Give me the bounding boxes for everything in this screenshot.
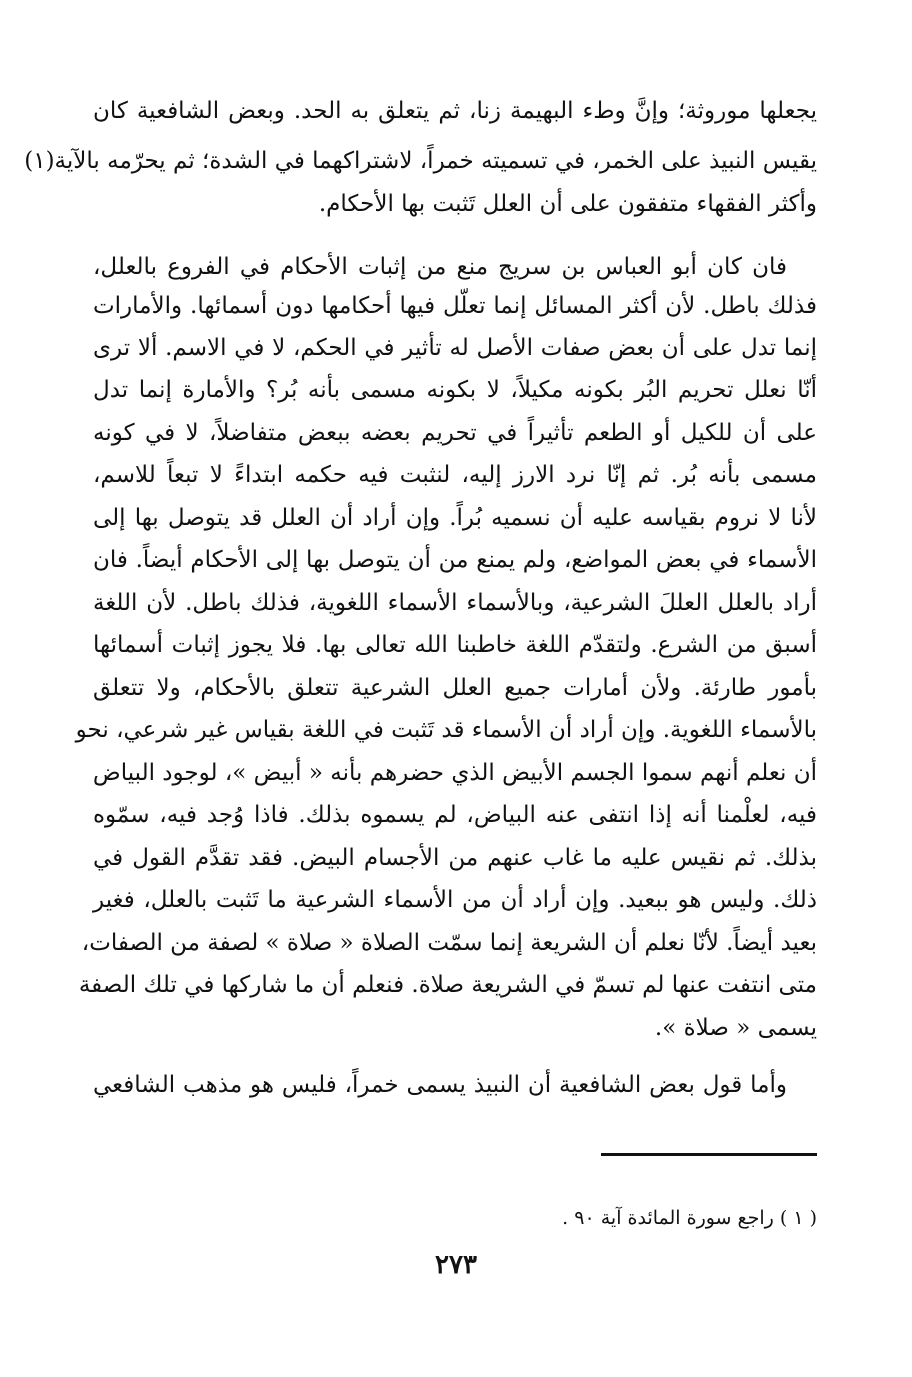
text-line: على أن للكيل أو الطعم تأثيراً في تحريم بعضه ببعض متفاضلاً، لا في كونه: [93, 420, 817, 446]
text-line: أراد بالعلل العللَ الشرعية، وبالأسماء الأسماء اللغوية، فذلك باطل. لأن اللغة: [93, 590, 817, 616]
footnote: ( ١ ) راجع سورة المائدة آية ٩٠ .: [562, 1207, 817, 1229]
text-line: وأكثر الفقهاء متفقون على أن العلل تَثبت بها الأحكام.: [318, 191, 817, 217]
text-line: متى انتفت عنها لم تسمّ في الشريعة صلاة. فنعلم أن ما شاركها في تلك الصفة: [78, 972, 817, 998]
paragraph-first-line: وأما قول بعض الشافعية أن النبيذ يسمى خمراً، فليس هو مذهب الشافعي: [93, 1072, 787, 1098]
text-line: إنما تدل على أن بعض صفات الأصل له تأثير في الحكم، لا في الاسم. ألا ترى: [93, 335, 817, 361]
paragraph-first-line: فان كان أبو العباس بن سريج منع من إثبات الأحكام في الفروع بالعلل،: [93, 254, 787, 280]
text-line: ذلك. وليس هو ببعيد. وإن أراد أن من الأسماء الشرعية ما تَثبت بالعلل، فغير: [93, 887, 817, 913]
text-line: بأمور طارئة. ولأن أمارات جميع العلل الشرعية تتعلق بالأحكام، ولا تتعلق: [93, 675, 817, 701]
text-line: الأسماء في بعض المواضع، ولم يمنع من أن يتوصل بها إلى الأحكام أيضاً. فان: [93, 547, 817, 573]
text-line: أن نعلم أنهم سموا الجسم الأبيض الذي حضرهم بأنه « أبيض »، لوجود البياض: [92, 760, 817, 786]
text-line: فذلك باطل. لأن أكثر المسائل إنما تعلّل فيها أحكامها دون أسمائها. والأمارات: [93, 293, 817, 319]
text-line: يقيس النبيذ على الخمر، في تسميته خمراً، لاشتراكهما في الشدة؛ ثم يحرّمه بالآية(١): [24, 148, 817, 174]
text-line: بعيد أيضاً. لأنّا نعلم أن الشريعة إنما سمّت الصلاة « صلاة » لصفة من الصفات،: [81, 930, 817, 956]
page-number: ٢٧٣: [435, 1250, 477, 1280]
text-line: يسمى « صلاة ».: [654, 1015, 817, 1041]
text-line: بذلك. ثم نقيس عليه ما غاب عنهم من الأجسام البيض. فقد تقدَّم القول في: [93, 845, 817, 871]
text-line: أنّا نعلل تحريم البُر بكونه مكيلاً، لا بكونه مسمى بأنه بُر؟ والأمارة إنما تدل: [93, 377, 817, 403]
footnote-separator: [601, 1153, 817, 1156]
text-line: يجعلها موروثة؛ وإنَّ وطء البهيمة زنا، ثم يتعلق به الحد. وبعض الشافعية كان: [93, 98, 817, 124]
text-line: مسمى بأنه بُر. ثم إنّا نرد الارز إليه، لنثبت فيه حكمه ابتداءً لا تبعاً للاسم،: [93, 462, 817, 488]
text-line: بالأسماء اللغوية. وإن أراد أن الأسماء قد تَثبت في اللغة بقياس غير شرعي، نحو: [75, 717, 817, 743]
text-line: أسبق من الشرع. ولتقدّم اللغة خاطبنا الله تعالى بها. فلا يجوز إثبات أسمائها: [93, 632, 817, 658]
text-line: فيه، لعلْمنا أنه إذا انتفى عنه البياض، لم يسموه بذلك. فاذا وُجد فيه، سمّوه: [93, 802, 817, 828]
text-line: لأنا لا نروم بقياسه عليه أن نسميه بُراً. وإن أراد أن العلل قد يتوصل بها إلى: [93, 505, 817, 531]
